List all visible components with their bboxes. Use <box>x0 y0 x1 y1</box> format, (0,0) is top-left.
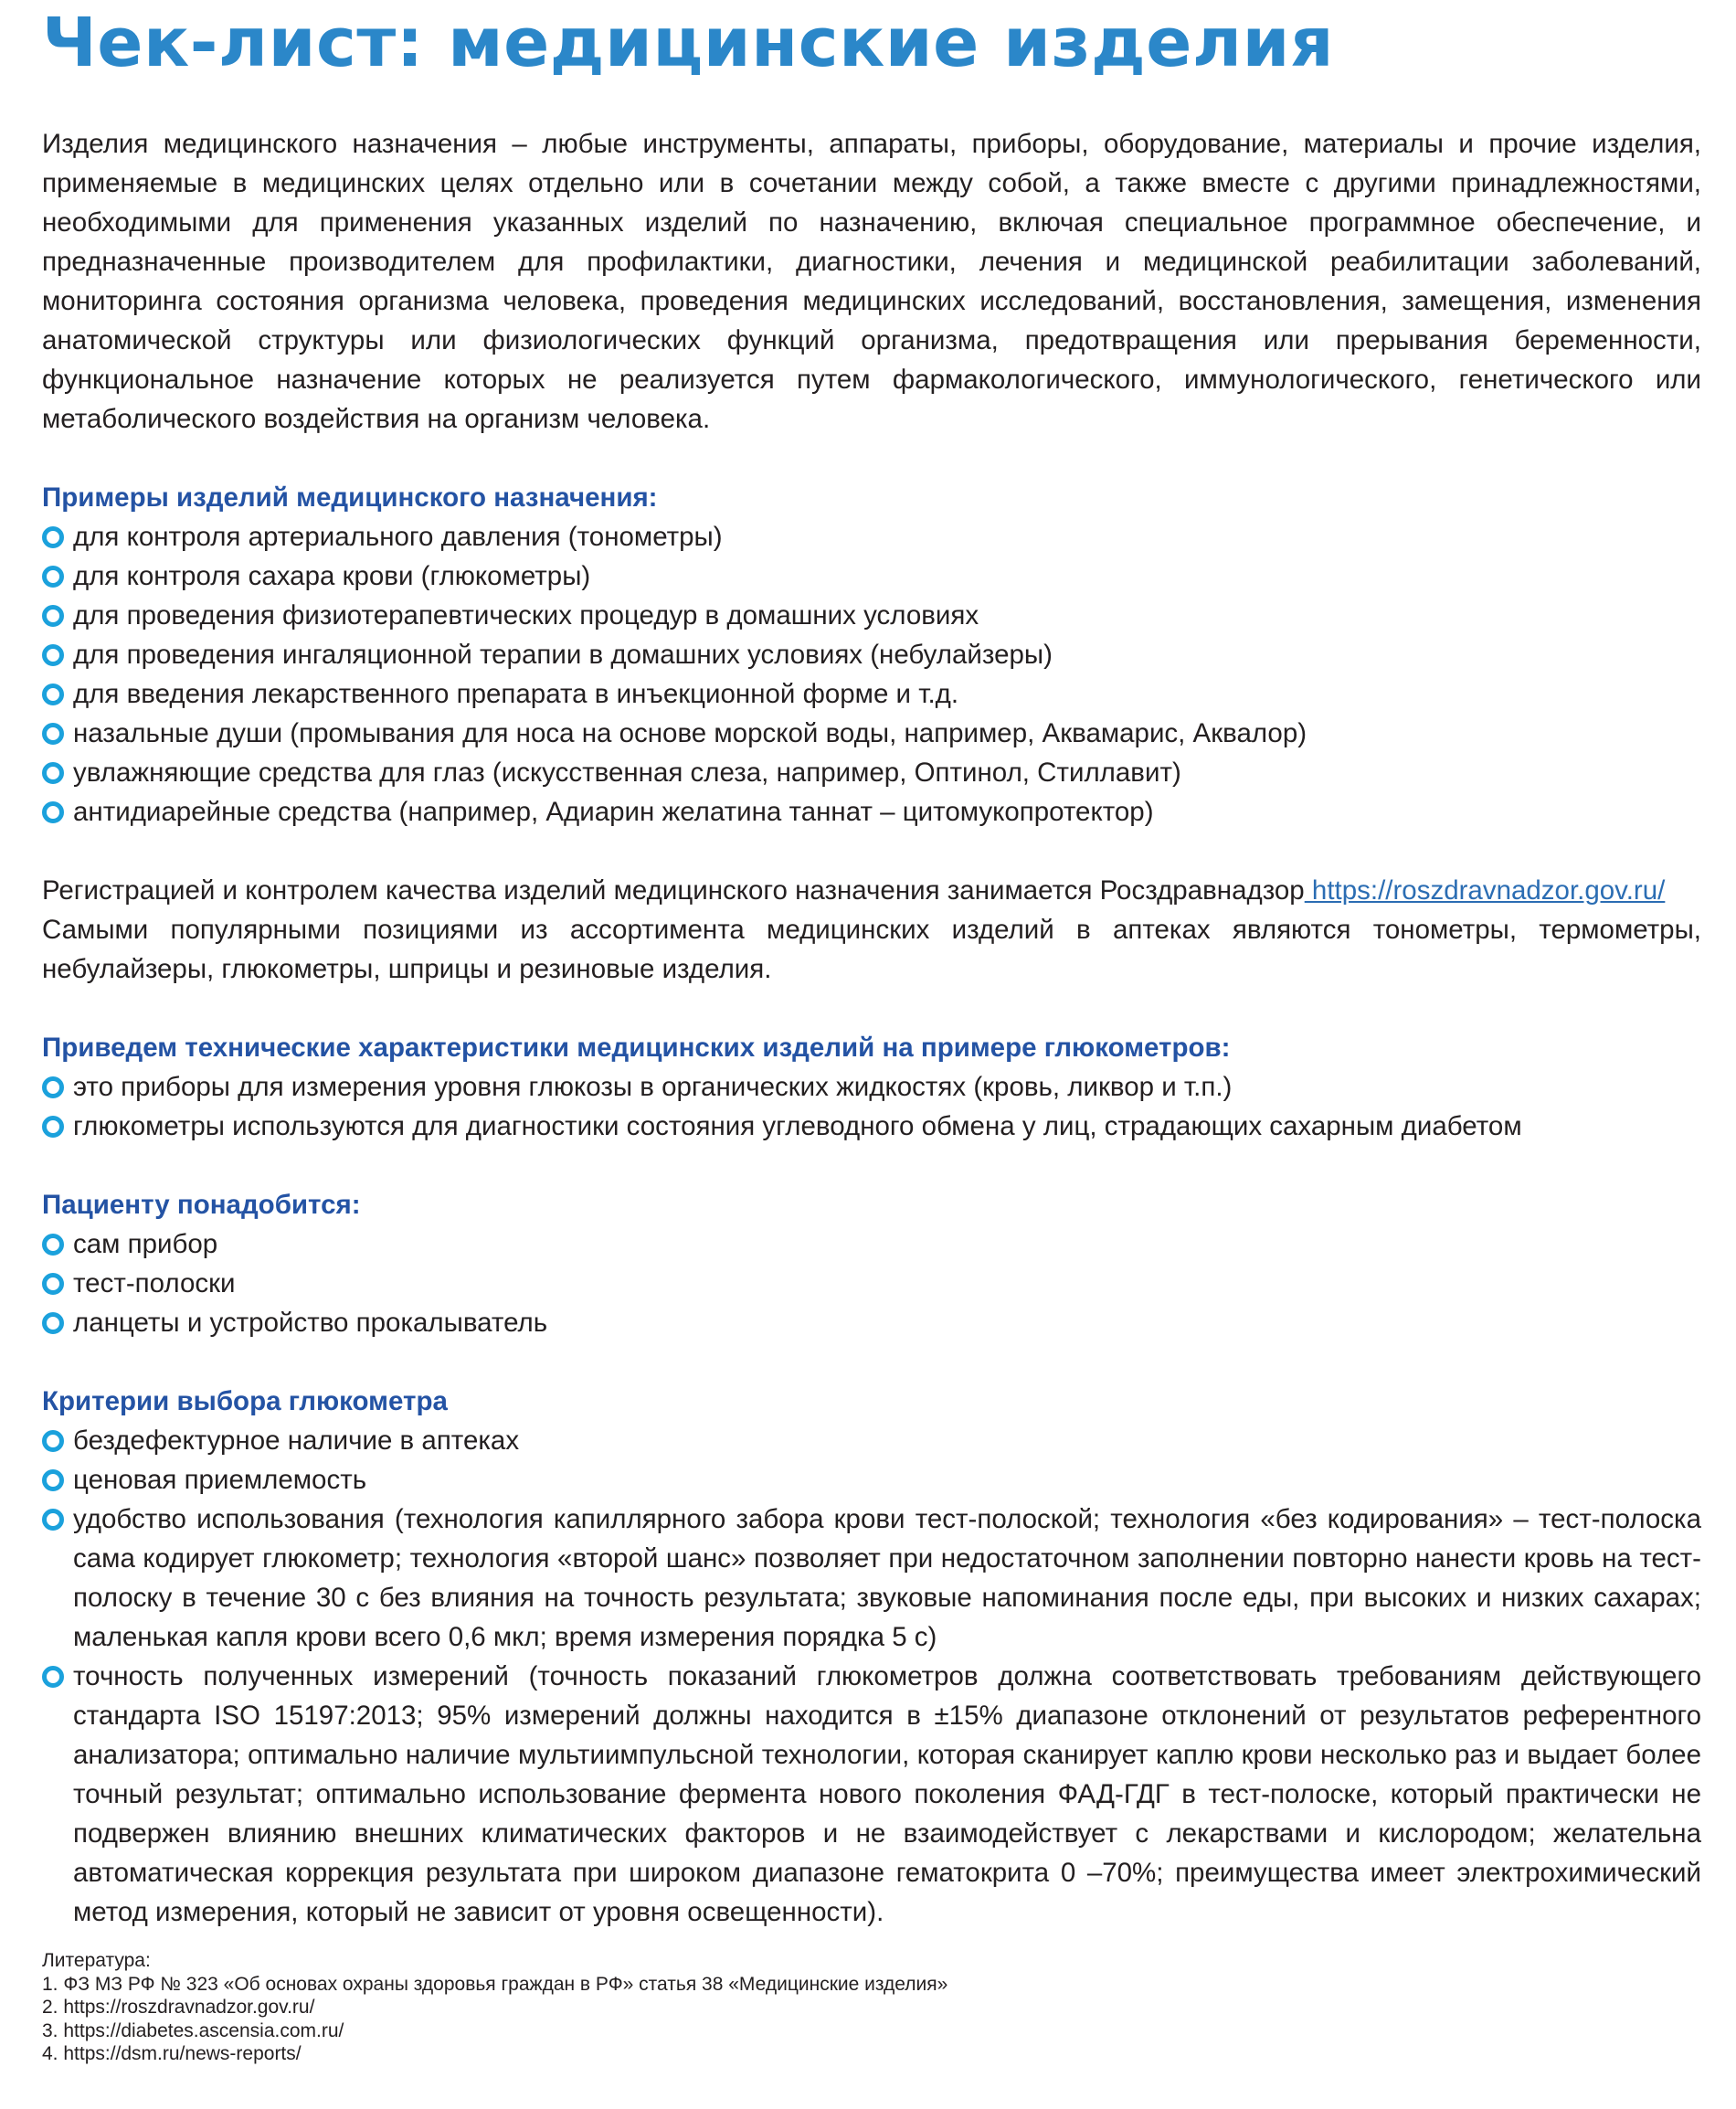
bullet-icon <box>42 1666 64 1688</box>
bullet-icon <box>42 684 64 705</box>
list-item: сам прибор <box>42 1224 1701 1264</box>
popular-paragraph: Самыми популярными позициями из ассортимента медицинских изделий в аптеках являются тонометры, термометры, небулайзеры, глюкометры, шприцы и резиновые изделия. <box>42 915 1701 984</box>
list-item: антидиарейные средства (например, Адиарин желатина таннат – цитомукопротектор) <box>42 792 1701 832</box>
bullet-icon <box>42 723 64 745</box>
tech-heading: Приведем технические характеристики медицинских изделий на примере глюкометров: <box>42 1033 1231 1063</box>
registration-section <box>42 871 1701 989</box>
list-item: ланцеты и устройство прокалыватель <box>42 1303 1701 1342</box>
list-item: увлажняющие средства для глаз (искусственная слеза, например, Оптинол, Стиллавит) <box>42 753 1701 792</box>
patient-heading: Пациенту понадобится: <box>42 1190 361 1220</box>
criteria-list <box>42 1421 1701 1932</box>
page-title: Чек-лист: медицинские изделия <box>42 4 1334 82</box>
list-item: точность полученных измерений (точность показаний глюкометров должна соответствовать требованиям действующего стандарта ISO 15197:2013; 95% измерений должны находится в ±15% диапазоне отклонений от результатов референтного анализатора; оптимально наличие мультиимпульсной технологии, которая сканирует каплю крови несколько раз и выдает более точный результат; оптимально использование фермента нового поколения ФАД-ГДГ в тест-полоске, который практически не подвержен влиянию внешних климатических факторов и не взаимодействует с лекарствами и кислородом; желательна автоматическая коррекция результата при широком диапазоне гематокрита 0 –70%; преимущества имеет электрохимический метод измерения, который не зависит от уровня освещенности). <box>42 1657 1701 1932</box>
tech-section <box>42 1028 1701 1146</box>
bullet-icon <box>42 1273 64 1295</box>
literature-item: 3. https://diabetes.ascensia.com.ru/ <box>42 2019 344 2041</box>
patient-list <box>42 1224 1701 1342</box>
bullet-icon <box>42 1469 64 1491</box>
bullet-icon <box>42 644 64 666</box>
roszdravnadzor-link[interactable]: https://roszdravnadzor.gov.ru/ <box>1304 875 1666 906</box>
list-item: бездефектурное наличие в аптеках <box>42 1421 1701 1460</box>
bullet-icon <box>42 526 64 548</box>
list-item: назальные души (промывания для носа на основе морской воды, например, Аквамарис, Аквалор) <box>42 714 1701 753</box>
patient-section <box>42 1185 1701 1342</box>
literature-item: 4. https://dsm.ru/news-reports/ <box>42 2043 302 2064</box>
literature-item: 1. ФЗ МЗ РФ № 323 «Об основах охраны здоровья граждан в РФ» статья 38 «Медицинские изделия» <box>42 1973 948 1995</box>
examples-section <box>42 478 1701 832</box>
bullet-icon <box>42 605 64 627</box>
tech-list <box>42 1067 1701 1146</box>
list-item: удобство использования (технология капиллярного забора крови тест-полоской; технология «без кодирования» – тест-полоска сама кодирует глюкометр; технология «второй шанс» позволяет при недостаточном заполнении повторно нанести кровь на тест-полоску в течение 30 с без влияния на точность результата; звуковые напоминания после еды, при высоких и низких сахарах; маленькая капля крови всего 0,6 мкл; время измерения порядка 5 с) <box>42 1500 1701 1657</box>
criteria-section <box>42 1382 1701 1932</box>
literature-heading: Литература: <box>42 1950 151 1971</box>
intro-paragraph: Изделия медицинского назначения – любые инструменты, аппараты, приборы, оборудование, материалы и прочие изделия, применяемые в медицинских целях отдельно или в сочетании между собой, а также вместе с другими принадлежностями, необходимыми для применения указанных изделий по назначению, включая специальное программное обеспечение, и предназначенные производителем для профилактики, диагностики, лечения и медицинской реабилитации заболеваний, мониторинга состояния организма человека, проведения медицинских исследований, восстановления, замещения, изменения анатомической структуры или физиологических функций организма, предотвращения или прерывания беременности, функциональное назначение которых не реализуется путем фармакологического, иммунологического, генетического или метаболического воздействия на организм человека. <box>42 129 1701 434</box>
literature-list <box>42 1949 947 2066</box>
bullet-icon <box>42 801 64 823</box>
bullet-icon <box>42 1509 64 1531</box>
list-item: ценовая приемлемость <box>42 1460 1701 1500</box>
list-item: это приборы для измерения уровня глюкозы в органических жидкостях (кровь, ликвор и т.п.) <box>42 1067 1701 1107</box>
criteria-heading: Критерии выбора глюкометра <box>42 1386 448 1416</box>
bullet-icon <box>42 1076 64 1098</box>
literature-item: 2. https://roszdravnadzor.gov.ru/ <box>42 1997 315 2018</box>
list-item: для контроля артериального давления (тонометры) <box>42 517 1701 556</box>
list-item: для введения лекарственного препарата в инъекционной форме и т.д. <box>42 674 1701 714</box>
list-item: для проведения физиотерапевтических процедур в домашних условиях <box>42 596 1701 635</box>
list-item: для проведения ингаляционной терапии в домашних условиях (небулайзеры) <box>42 635 1701 674</box>
bullet-icon <box>42 1234 64 1256</box>
bullet-icon <box>42 1430 64 1452</box>
list-item: глюкометры используются для диагностики состояния углеводного обмена у лиц, страдающих сахарным диабетом <box>42 1107 1701 1146</box>
examples-heading: Примеры изделий медицинского назначения: <box>42 482 658 513</box>
article-body <box>42 124 1701 1932</box>
list-item: для контроля сахара крови (глюкометры) <box>42 556 1701 596</box>
bullet-icon <box>42 1312 64 1334</box>
list-item: тест-полоски <box>42 1264 1701 1303</box>
bullet-icon <box>42 566 64 588</box>
examples-list <box>42 517 1701 832</box>
bullet-icon <box>42 1116 64 1138</box>
bullet-icon <box>42 762 64 784</box>
registration-paragraph: Регистрацией и контролем качества изделий медицинского назначения занимается Росздравнадзор https://roszdravnadzor.gov.ru/ <box>42 875 1666 906</box>
